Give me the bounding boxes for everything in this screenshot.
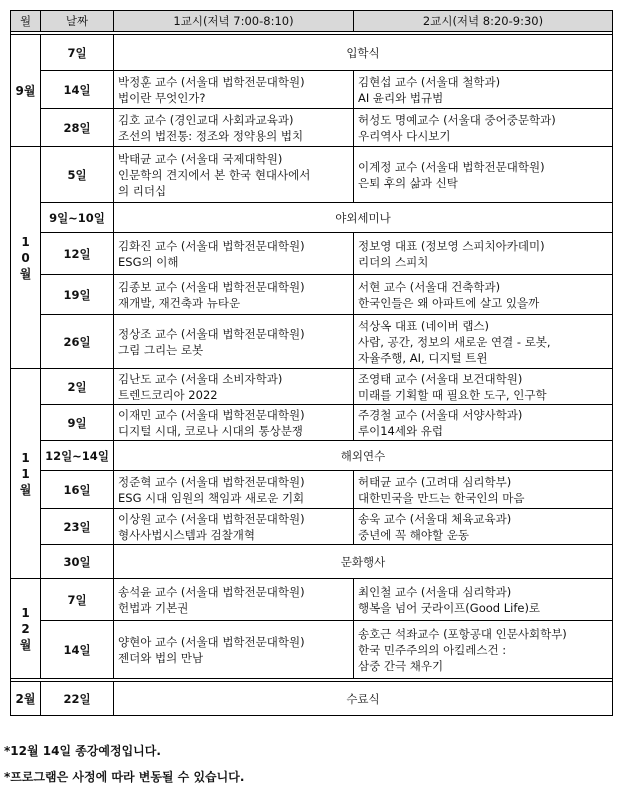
lecturer: 이상원 교수 (서울대 법학전문대학원)	[118, 511, 305, 526]
lecture-period-1	[114, 147, 354, 203]
lecture-title: 디지털 시대, 코로나 시대의 통상분쟁	[118, 423, 303, 438]
date-cell: 7일	[41, 579, 114, 621]
date-cell: 19일	[41, 275, 114, 315]
lecturer: 주경철 교수 (서울대 서양사학과)	[358, 407, 523, 422]
footnotes	[4, 738, 244, 790]
lecturer: 김종보 교수 (서울대 법학전문대학원)	[118, 279, 305, 294]
footnote: *12월 14일 종강예정입니다.	[4, 744, 161, 758]
table-row	[11, 441, 613, 471]
lecturer: 최인철 교수 (서울대 심리학과)	[358, 584, 512, 599]
lecture-title: 헌법과 기본권	[118, 600, 189, 615]
lecturer: 정준혁 교수 (서울대 법학전문대학원)	[118, 474, 305, 489]
lecture-title: 루이14세와 유럽	[358, 423, 443, 438]
lecture-title-cont: 자율주행, AI, 디지털 트윈	[358, 350, 488, 365]
month-label: 12월	[19, 605, 32, 652]
month-label: 11월	[19, 450, 32, 497]
lecture-period-2	[354, 275, 613, 315]
date-cell: 28일	[41, 109, 114, 147]
lecture-title: 그림 그리는 로봇	[118, 342, 204, 357]
table-row	[11, 545, 613, 579]
month-label: 10월	[19, 234, 32, 281]
lecture-period-1	[114, 509, 354, 545]
lecture-title: 조선의 법전통: 정조와 정약용의 법치	[118, 128, 304, 143]
date-cell: 12일~14일	[41, 441, 114, 471]
header-row	[11, 11, 613, 32]
lecture-title: 트렌드코리아 2022	[118, 387, 218, 402]
table-row	[11, 71, 613, 109]
date-cell: 9일~10일	[41, 203, 114, 233]
lecture-period-2	[354, 71, 613, 109]
lecture-period-2	[354, 621, 613, 679]
lecture-period-2	[354, 109, 613, 147]
lecture-title: 젠더와 법의 만남	[118, 650, 204, 665]
date-cell: 12일	[41, 233, 114, 275]
header-period-1: 1교시(저녁 7:00-8:10)	[114, 11, 354, 32]
lecturer: 김현섭 교수 (서울대 철학과)	[358, 74, 501, 89]
event-cell: 문화행사	[114, 545, 613, 579]
lecture-period-2	[354, 405, 613, 441]
month-cell	[11, 579, 41, 679]
lecture-title: ESG 시대 임원의 책임과 새로운 기회	[118, 490, 305, 505]
lecture-period-2	[354, 579, 613, 621]
header-date: 날짜	[41, 11, 114, 32]
lecture-period-2	[354, 315, 613, 369]
table-row	[11, 315, 613, 369]
event-cell: 야외세미나	[114, 203, 613, 233]
lecture-title: 형사사법시스템과 검찰개혁	[118, 527, 255, 542]
lecture-period-2	[354, 233, 613, 275]
date-cell: 9일	[41, 405, 114, 441]
lecture-title: 한국인들은 왜 아파트에 살고 있을까	[358, 295, 540, 310]
lecture-title: 대한민국을 만드는 한국인의 마음	[358, 490, 525, 505]
lecture-title: 행복을 넘어 굿라이프(Good Life)로	[358, 600, 541, 615]
lecturer: 송욱 교수 (서울대 체육교육과)	[358, 511, 512, 526]
lecture-period-1	[114, 369, 354, 405]
lecture-title: 재개발, 재건축과 뉴타운	[118, 295, 241, 310]
event-cell: 해외연수	[114, 441, 613, 471]
lecture-title: ESG의 이해	[118, 254, 179, 269]
table-row	[11, 203, 613, 233]
lecture-title: 인문학의 견지에서 본 한국 현대사에서	[118, 167, 311, 182]
lecturer: 양현아 교수 (서울대 법학전문대학원)	[118, 634, 305, 649]
table-row	[11, 579, 613, 621]
date-cell: 2일	[41, 369, 114, 405]
table-row	[11, 275, 613, 315]
date-cell: 30일	[41, 545, 114, 579]
lecturer: 이재민 교수 (서울대 법학전문대학원)	[118, 407, 305, 422]
lecturer: 정보영 대표 (정보영 스피치아카데미)	[358, 238, 545, 253]
date-cell: 14일	[41, 71, 114, 109]
lecture-period-1	[114, 621, 354, 679]
lecture-period-1	[114, 471, 354, 509]
month-cell	[11, 147, 41, 369]
month-cell	[11, 369, 41, 579]
lecture-title-cont: 의 리더십	[118, 183, 167, 198]
date-cell: 7일	[41, 35, 114, 71]
event-cell: 입학식	[114, 35, 613, 71]
month-cell: 9월	[11, 35, 41, 147]
lecture-period-2	[354, 509, 613, 545]
lecturer: 허성도 명예교수 (서울대 중어중문학과)	[358, 112, 556, 127]
lecturer: 김난도 교수 (서울대 소비자학과)	[118, 371, 283, 386]
lecture-title: 한국 민주주의의 아킬레스건 :	[358, 642, 507, 657]
lecture-title: 중년에 꼭 해야할 운동	[358, 527, 469, 542]
table-row	[11, 35, 613, 71]
lecturer: 서현 교수 (서울대 건축학과)	[358, 279, 501, 294]
lecture-title: 우리역사 다시보기	[358, 128, 451, 143]
lecturer: 정상조 교수 (서울대 법학전문대학원)	[118, 326, 305, 341]
schedule-table	[10, 10, 613, 716]
table-row	[11, 233, 613, 275]
date-cell: 22일	[41, 682, 114, 716]
date-cell: 16일	[41, 471, 114, 509]
header-period-2: 2교시(저녁 8:20-9:30)	[354, 11, 613, 32]
table-row	[11, 682, 613, 716]
lecture-period-1	[114, 579, 354, 621]
lecturer: 이계정 교수 (서울대 법학전문대학원)	[358, 159, 545, 174]
table-row	[11, 109, 613, 147]
table-row	[11, 471, 613, 509]
table-row	[11, 147, 613, 203]
table-row	[11, 621, 613, 679]
lecturer: 박태균 교수 (서울대 국제대학원)	[118, 151, 283, 166]
date-cell: 23일	[41, 509, 114, 545]
date-cell: 26일	[41, 315, 114, 369]
lecturer: 송호근 석좌교수 (포항공대 인문사회학부)	[358, 626, 567, 641]
lecture-title: 은퇴 후의 삶과 신탁	[358, 175, 458, 190]
lecturer: 허태균 교수 (고려대 심리학부)	[358, 474, 512, 489]
lecturer: 석상옥 대표 (네이버 랩스)	[358, 318, 490, 333]
month-cell: 2월	[11, 682, 41, 716]
lecture-period-1	[114, 275, 354, 315]
lecture-period-2	[354, 147, 613, 203]
lecture-period-1	[114, 109, 354, 147]
table-row	[11, 405, 613, 441]
lecture-title: 사람, 공간, 정보의 새로운 연결 - 로봇,	[358, 334, 551, 349]
lecturer: 송석윤 교수 (서울대 법학전문대학원)	[118, 584, 305, 599]
lecture-title: AI 윤리와 법규범	[358, 90, 444, 105]
lecture-period-1	[114, 315, 354, 369]
lecture-title: 법이란 무엇인가?	[118, 90, 206, 105]
lecturer: 조영태 교수 (서울대 보건대학원)	[358, 371, 523, 386]
lecture-title: 리더의 스피치	[358, 254, 429, 269]
lecture-period-2	[354, 471, 613, 509]
table-row	[11, 369, 613, 405]
lecture-title: 미래를 기획할 때 필요한 도구, 인구학	[358, 387, 547, 402]
lecturer: 김화진 교수 (서울대 법학전문대학원)	[118, 238, 305, 253]
table-row	[11, 509, 613, 545]
header-month: 월	[11, 11, 41, 32]
lecture-title-cont: 삼중 간극 채우기	[358, 658, 444, 673]
lecturer: 박정훈 교수 (서울대 법학전문대학원)	[118, 74, 305, 89]
lecture-period-1	[114, 71, 354, 109]
date-cell: 5일	[41, 147, 114, 203]
lecture-period-1	[114, 405, 354, 441]
lecturer: 김호 교수 (경인교대 사회과교육과)	[118, 112, 294, 127]
lecture-period-2	[354, 369, 613, 405]
event-cell: 수료식	[114, 682, 613, 716]
lecture-period-1	[114, 233, 354, 275]
footnote: *프로그램은 사정에 따라 변동될 수 있습니다.	[4, 770, 245, 784]
date-cell: 14일	[41, 621, 114, 679]
